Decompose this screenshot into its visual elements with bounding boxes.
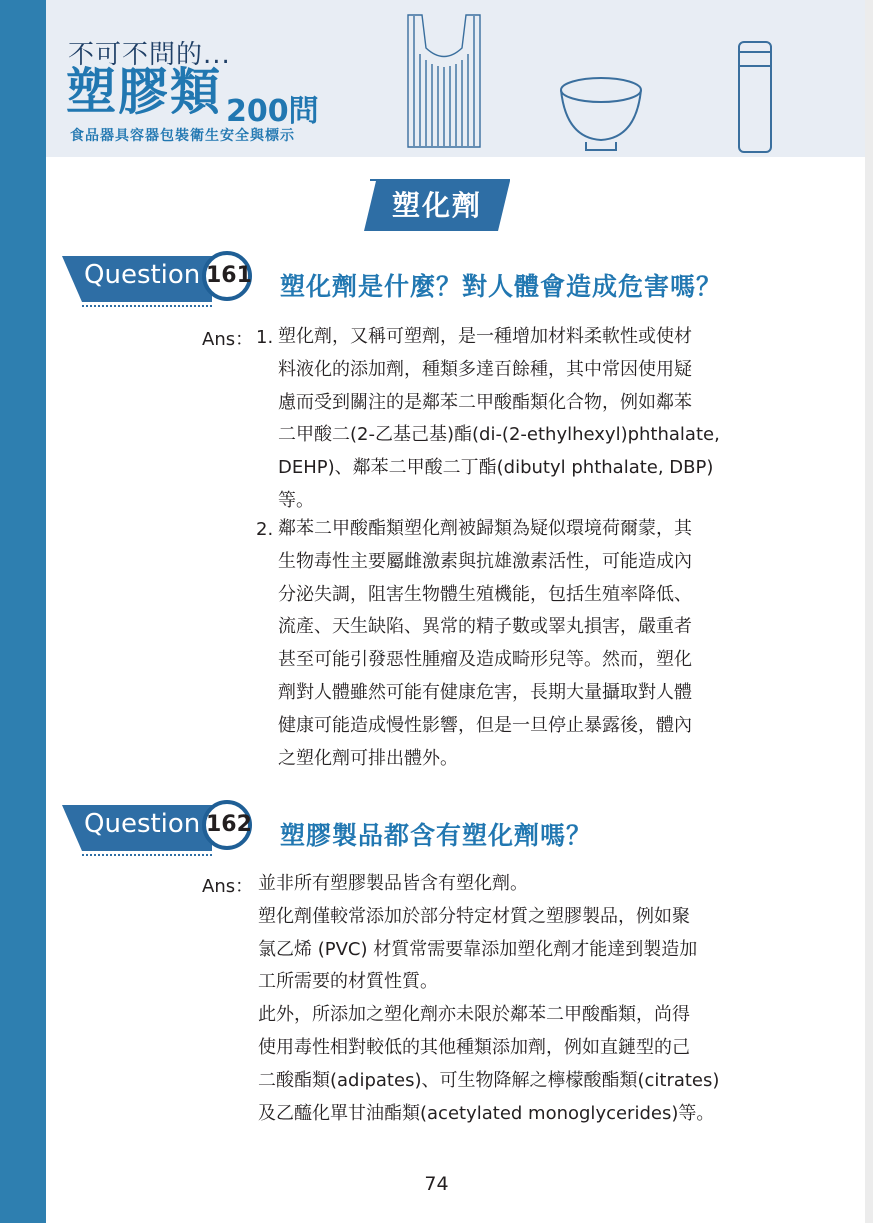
text-line: 流產、天生缺陷、異常的精子數或睪丸損害，嚴重者 (278, 616, 692, 638)
question-title: 塑化劑是什麼？對人體會造成危害嗎？ (280, 272, 723, 301)
series-title-line1: 不可不問的... (68, 40, 231, 70)
text-line: 此外，所添加之塑化劑亦未限於鄰苯二甲酸酯類，尚得 (258, 1004, 690, 1026)
question-title: 塑膠製品都含有塑化劑嗎？ (280, 821, 593, 850)
page-number: 74 (424, 1173, 449, 1195)
text-line: 鄰苯二甲酸酯類塑化劑被歸類為疑似環境荷爾蒙，其 (278, 518, 692, 539)
text-line: 劑對人體雖然可能有健康危害，長期大量攝取對人體 (278, 681, 692, 703)
section-title: 塑化劑 (391, 189, 482, 222)
bowl-icon (561, 78, 641, 150)
header-illustration (400, 10, 800, 160)
plastic-bag-icon (408, 15, 480, 147)
question-badge (62, 797, 262, 857)
answer-label: Ans： (202, 329, 254, 350)
side-color-bar (0, 0, 46, 1223)
text-line: 分泌失調，阻害生物體生殖機能，包括生殖率降低、 (278, 583, 692, 605)
text-line: 之塑化劑可排出體外。 (278, 747, 458, 769)
text-line: 塑化劑，又稱可塑劑，是一種增加材料柔軟性或使材 (278, 326, 692, 347)
text-line: 使用毒性相對較低的其他種類添加劑，例如直鏈型的己 (258, 1036, 690, 1058)
answer-item-number: 2. (256, 519, 274, 540)
question-badge (62, 248, 262, 308)
text-line: 健康可能造成慢性影響，但是一旦停止暴露後，體內 (278, 714, 692, 736)
text-line: 氯乙烯 (PVC) 材質常需要靠添加塑化劑才能達到製造加 (258, 938, 698, 960)
bottle-icon (739, 42, 771, 152)
text-line: 慮而受到關注的是鄰苯二甲酸酯類化合物，例如鄰苯 (278, 391, 692, 413)
page-edge (865, 0, 873, 1223)
question-label: Question (84, 809, 201, 839)
series-subtitle: 食品器具容器包裝衛生安全與標示 (70, 128, 295, 144)
text-line: 及乙醯化單甘油酯類(acetylated monoglycerides)等。 (258, 1102, 715, 1124)
text-line: 二甲酸二(2-乙基己基)酯(di-(2-ethylhexyl)phthalate, (278, 424, 720, 446)
text-line: 二酸酯類(adipates)、可生物降解之檸檬酸酯類(citrates) (258, 1069, 720, 1091)
text-line: 等。 (278, 489, 314, 511)
answer-text (258, 868, 719, 1130)
question-number: 161 (202, 251, 252, 301)
text-line: 塑化劑僅較常添加於部分特定材質之塑膠製品，例如聚 (258, 905, 690, 927)
series-title-main: 塑膠類 (66, 63, 222, 121)
question-number: 162 (202, 800, 252, 850)
answer-item-text (278, 321, 720, 518)
text-line: 工所需要的材質性質。 (258, 971, 438, 993)
section-tab (364, 179, 510, 233)
text-line: DEHP)、鄰苯二甲酸二丁酯(dibutyl phthalate, DBP) (278, 457, 714, 479)
text-line: 生物毒性主要屬雌激素與抗雄激素活性，可能造成內 (278, 550, 692, 572)
text-line: 並非所有塑膠製品皆含有塑化劑。 (258, 873, 528, 894)
answer-label: Ans： (202, 876, 254, 897)
text-line: 料液化的添加劑，種類多達百餘種，其中常因使用疑 (278, 358, 692, 380)
answer-item-number: 1. (256, 327, 274, 348)
text-line: 甚至可能引發惡性腫瘤及造成畸形兒等。然而，塑化 (278, 649, 692, 671)
answer-item-text (278, 513, 692, 775)
series-title-count: 200問 (226, 94, 319, 129)
question-label: Question (84, 260, 201, 290)
